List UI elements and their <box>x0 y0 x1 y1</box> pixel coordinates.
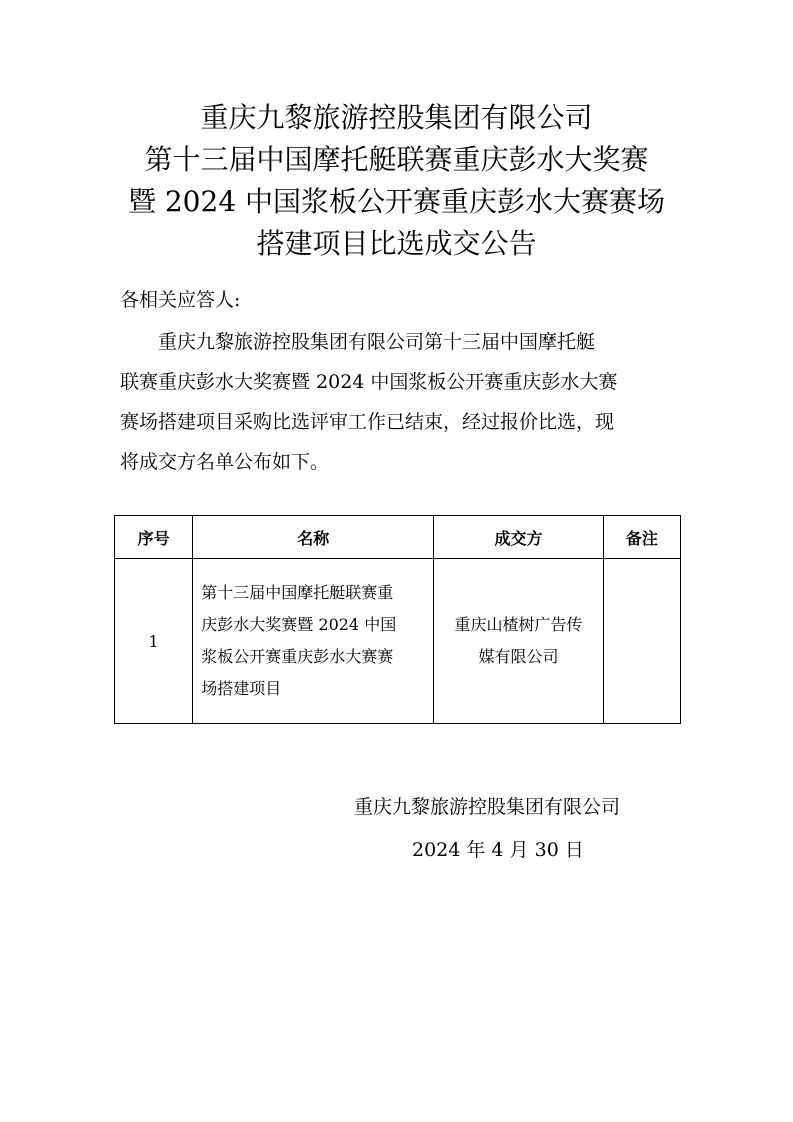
document-title-line-3: 暨 2024 中国浆板公开赛重庆彭水大赛赛场 <box>127 185 666 218</box>
row-name-line-3: 浆板公开赛重庆彭水大赛赛 <box>201 647 394 666</box>
header-winner: 成交方 <box>434 516 603 559</box>
row-winner-line-2: 媒有限公司 <box>478 647 559 666</box>
header-seq: 序号 <box>115 516 193 559</box>
header-name: 名称 <box>193 516 434 559</box>
table-header-row <box>115 516 681 559</box>
row-name-line-2: 庆彭水大奖赛暨 2024 中国 <box>201 615 397 634</box>
row-name-line-4: 场搭建项目 <box>201 679 282 698</box>
body-paragraph-line-3: 赛场搭建项目采购比选评审工作已结束，经过报价比选，现 <box>120 411 615 433</box>
row-name-line-1: 第十三届中国摩托艇联赛重 <box>201 583 394 602</box>
document-title-line-2: 第十三届中国摩托艇联赛重庆彭水大奖赛 <box>144 143 649 176</box>
row-seq: 1 <box>115 559 193 724</box>
table-row <box>115 559 681 724</box>
row-winner-line-1: 重庆山楂树广告传 <box>454 615 583 634</box>
document-title-line-4: 搭建项目比选成交公告 <box>256 227 537 260</box>
row-winner <box>434 559 603 724</box>
row-name <box>193 559 434 724</box>
body-paragraph-line-2: 联赛重庆彭水大奖赛暨 2024 中国浆板公开赛重庆彭水大赛 <box>120 371 618 393</box>
signature-organization: 重庆九黎旅游控股集团有限公司 <box>354 796 621 818</box>
body-paragraph-line-4: 将成交方名单公布如下。 <box>120 451 330 473</box>
header-note: 备注 <box>603 516 680 559</box>
row-note <box>603 559 680 724</box>
award-table <box>114 515 681 724</box>
salutation: 各相关应答人: <box>120 289 241 311</box>
document-title-line-1: 重庆九黎旅游控股集团有限公司 <box>200 101 593 134</box>
signature-date: 2024 年 4 月 30 日 <box>412 839 584 861</box>
body-paragraph-line-1: 重庆九黎旅游控股集团有限公司第十三届中国摩托艇 <box>158 331 596 353</box>
